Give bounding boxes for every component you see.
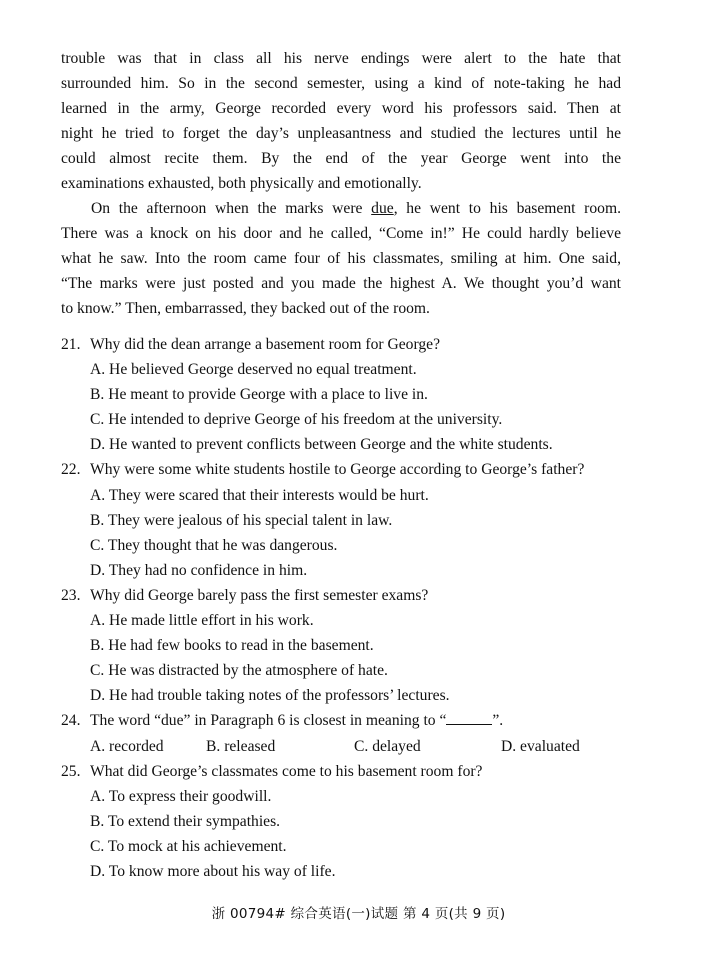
passage-paragraph-5 <box>61 46 621 196</box>
question-22 <box>61 457 641 482</box>
option-22-a: A. They were scared that their interests would be hurt. <box>90 486 429 504</box>
page-footer: 浙 00794# 综合英语(一)试题 第 4 页(共 9 页) <box>211 906 506 922</box>
question-number: 24. <box>61 712 81 730</box>
passage-line: could almost recite them. By the end of the year George went into the <box>61 150 621 167</box>
option-24-d: D. evaluated <box>501 737 580 755</box>
option-22-b: B. They were jealous of his special talent in law. <box>90 511 393 529</box>
option-25-b: B. To extend their sympathies. <box>90 812 281 830</box>
option-21-a: A. He believed George deserved no equal treatment. <box>90 361 417 379</box>
option-24-c: C. delayed <box>354 737 421 755</box>
question-number: 22. <box>61 461 81 479</box>
option-23-c: C. He was distracted by the atmosphere of hate. <box>90 662 388 680</box>
question-text: Why were some white students hostile to George according to George’s father? <box>90 461 585 479</box>
passage-paragraph-6 <box>61 196 621 321</box>
option-25-a: A. To express their goodwill. <box>90 787 272 805</box>
question-text: Why did the dean arrange a basement room for George? <box>90 336 440 353</box>
options-24 <box>61 734 641 759</box>
question-24 <box>61 708 641 733</box>
option-23-d: D. He had trouble taking notes of the professors’ lectures. <box>90 687 450 705</box>
passage-line: learned in the army, George recorded every word his professors said. Then at <box>61 100 621 117</box>
option-22-c: C. They thought that he was dangerous. <box>90 536 338 554</box>
passage-line: “The marks were just posted and you made the highest A. We thought you’d want <box>61 275 621 292</box>
option-24-a: A. recorded <box>90 737 164 755</box>
passage-line: to know.” Then, embarrassed, they backed out of the room. <box>61 300 430 317</box>
passage-text: , he went to his basement room. <box>393 200 621 217</box>
option-21-b: B. He meant to provide George with a place to live in. <box>90 386 428 404</box>
question-text: What did George’s classmates come to his basement room for? <box>90 762 483 780</box>
question-number: 23. <box>61 586 81 604</box>
question-21 <box>61 332 641 357</box>
question-text: The word “due” in Paragraph 6 is closest in meaning to “ <box>90 712 447 730</box>
option-23-a: A. He made little effort in his work. <box>90 612 314 630</box>
passage-line <box>61 196 621 221</box>
passage-line: surrounded him. So in the second semester, using a kind of note-taking he had <box>61 75 621 92</box>
passage-line: There was a knock on his door and he called, “Come in!” He could hardly believe <box>61 225 621 242</box>
passage-line: what he saw. Into the room came four of his classmates, smiling at him. One said, <box>61 250 621 267</box>
option-25-d: D. To know more about his way of life. <box>90 862 336 880</box>
question-23 <box>61 583 641 608</box>
question-text-end: ”. <box>492 712 504 730</box>
answer-blank <box>446 709 492 725</box>
question-text: Why did George barely pass the first semester exams? <box>90 586 429 604</box>
passage-line: trouble was that in class all his nerve endings were alert to the hate that <box>61 50 621 67</box>
option-25-c: C. To mock at his achievement. <box>90 837 287 855</box>
question-number: 21. <box>61 336 81 353</box>
passage-line: examinations exhausted, both physically and emotionally. <box>61 175 422 192</box>
option-21-d: D. He wanted to prevent conflicts between George and the white students. <box>90 436 553 454</box>
passage-line: night he tried to forget the day’s unpleasantness and studied the lectures until he <box>61 125 621 142</box>
question-list <box>61 332 641 884</box>
option-21-c: C. He intended to deprive George of his freedom at the university. <box>90 411 503 429</box>
option-24-b: B. released <box>206 737 276 755</box>
option-22-d: D. They had no confidence in him. <box>90 561 308 579</box>
question-25 <box>61 759 641 784</box>
option-23-b: B. He had few books to read in the basement. <box>90 637 374 655</box>
underlined-word-due: due <box>371 200 394 217</box>
passage-text: On the afternoon when the marks were <box>91 200 372 217</box>
question-number: 25. <box>61 762 81 780</box>
